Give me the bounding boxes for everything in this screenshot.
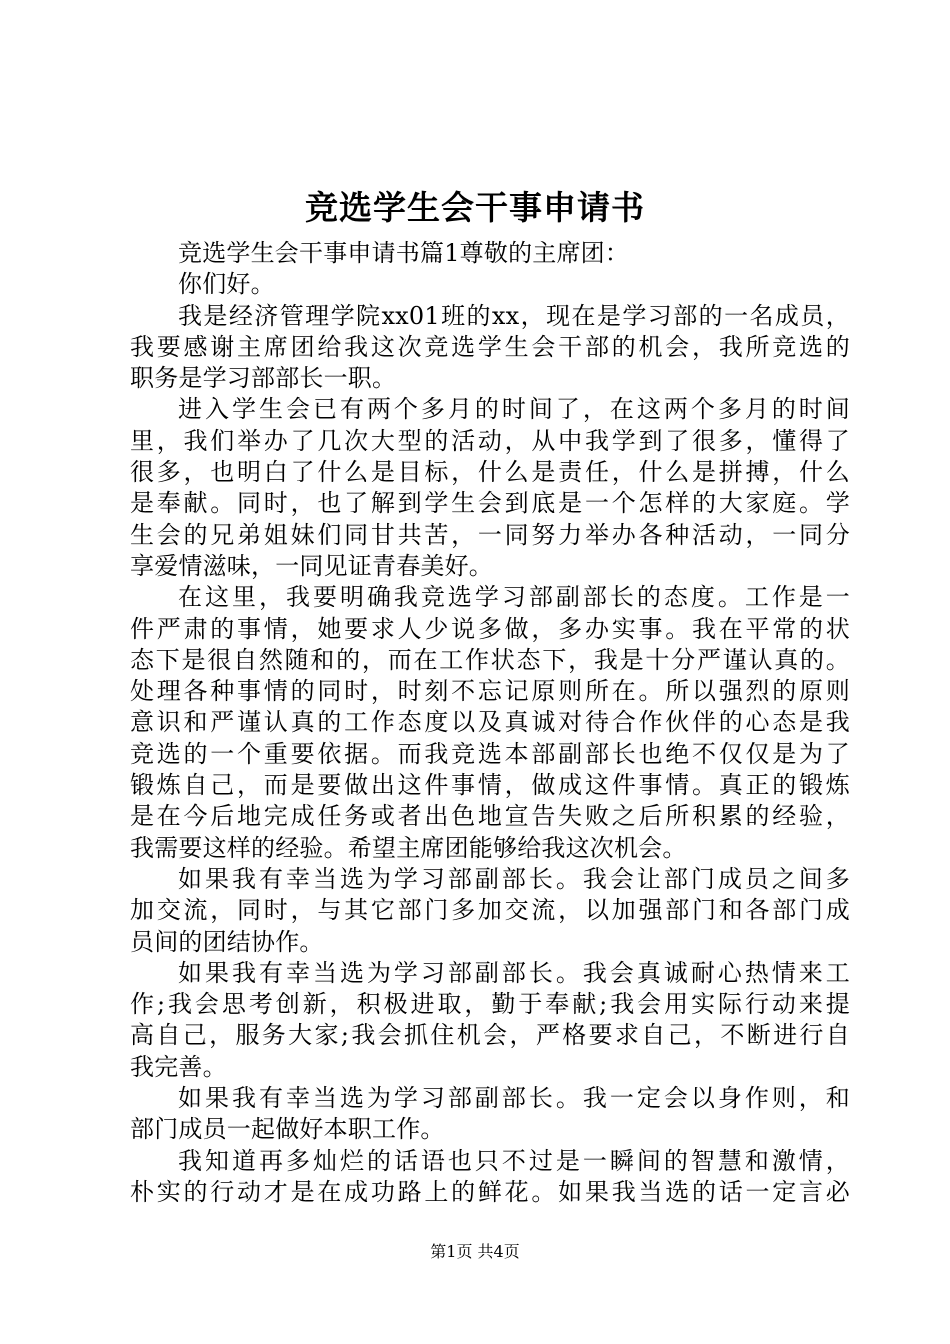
body-line: 我完善。 xyxy=(130,1052,227,1081)
body-line: 我需要这样的经验。希望主席团能够给我这次机会。 xyxy=(130,833,687,862)
body-line: 我是经济管理学院xx01班的xx，现在是学习部的一名成员， xyxy=(178,301,850,330)
body-line: 态下是很自然随和的，而在工作状态下，我是十分严谨认真的。 xyxy=(130,645,850,674)
body-line: 加交流，同时，与其它部门多加交流，以加强部门和各部门成 xyxy=(130,896,850,925)
body-line: 很多，也明白了什么是目标，什么是责任，什么是拼搏，什么 xyxy=(130,458,850,487)
body-line: 你们好。 xyxy=(178,270,275,299)
body-line: 如果我有幸当选为学习部副部长。我一定会以身作则，和 xyxy=(178,1084,850,1113)
body-line: 件严肃的事情，她要求人少说多做，多办实事。我在平常的状 xyxy=(130,614,850,643)
body-line: 是在今后地完成任务或者出色地宣告失败之后所积累的经验， xyxy=(130,802,850,831)
body-line: 员间的团结协作。 xyxy=(130,927,324,956)
body-line: 竞选的一个重要依据。而我竞选本部副部长也绝不仅仅是为了 xyxy=(130,739,850,768)
body-line: 进入学生会已有两个多月的时间了，在这两个多月的时间 xyxy=(178,395,850,424)
body-line: 朴实的行动才是在成功路上的鲜花。如果我当选的话一定言必 xyxy=(130,1177,850,1206)
document-body xyxy=(130,238,850,1208)
body-line: 是奉献。同时，也了解到学生会到底是一个怎样的大家庭。学 xyxy=(130,489,850,518)
document-title: 竞选学生会干事申请书 xyxy=(305,188,645,227)
body-line: 在这里，我要明确我竞选学习部副部长的态度。工作是一 xyxy=(178,583,850,612)
body-line: 意识和严谨认真的工作态度以及真诚对待合作伙伴的心态是我 xyxy=(130,708,850,737)
body-line: 锻炼自己，而是要做出这件事情，做成这件事情。真正的锻炼 xyxy=(130,771,850,800)
body-line: 我要感谢主席团给我这次竞选学生会干部的机会，我所竞选的 xyxy=(130,332,850,361)
body-line: 享爱情滋味，一同见证青春美好。 xyxy=(130,551,493,580)
body-line: 如果我有幸当选为学习部副部长。我会真诚耐心热情来工 xyxy=(178,958,850,987)
body-line: 生会的兄弟姐妹们同甘共苦，一同努力举办各种活动，一同分 xyxy=(130,520,850,549)
body-line: 处理各种事情的同时，时刻不忘记原则所在。所以强烈的原则 xyxy=(130,677,850,706)
body-line: 作;我会思考创新，积极进取，勤于奉献;我会用实际行动来提 xyxy=(130,990,850,1019)
body-line: 如果我有幸当选为学习部副部长。我会让部门成员之间多 xyxy=(178,864,850,893)
body-line: 我知道再多灿烂的话语也只不过是一瞬间的智慧和激情， xyxy=(178,1146,850,1175)
body-line: 竞选学生会干事申请书篇1尊敬的主席团： xyxy=(178,239,630,267)
page-number-footer: 第1页 共4页 xyxy=(430,1242,520,1261)
body-line: 部门成员一起做好本职工作。 xyxy=(130,1115,445,1144)
body-line: 职务是学习部部长一职。 xyxy=(130,364,397,393)
body-line: 高自己，服务大家;我会抓住机会，严格要求自己，不断进行自 xyxy=(130,1021,850,1050)
body-line: 里，我们举办了几次大型的活动，从中我学到了很多，懂得了 xyxy=(130,426,850,455)
